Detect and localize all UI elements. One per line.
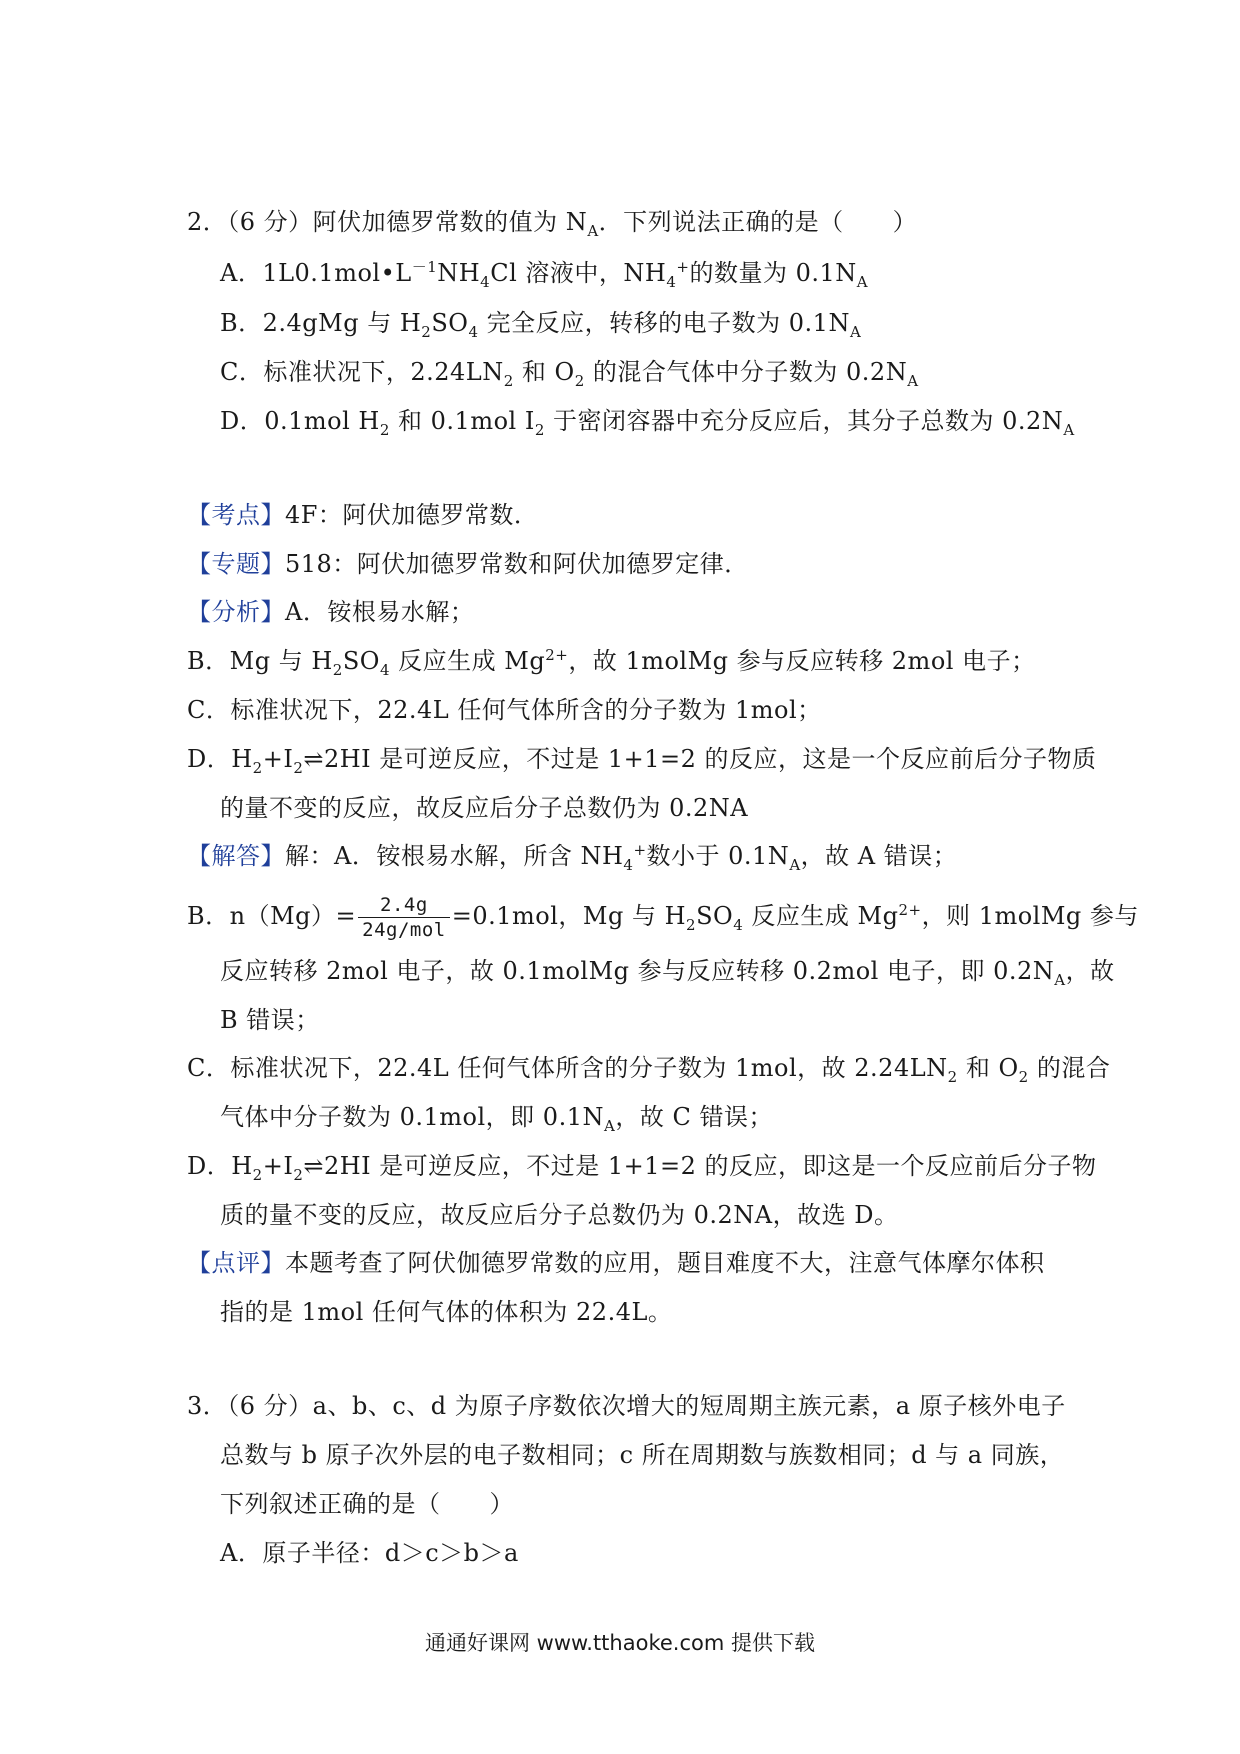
q2-stem: 2．（6 分）阿伏加德罗常数的值为 $N_A$．下列说法正确的是（ ） <box>187 208 918 240</box>
dianping-cont: 指的是 1mol 任何气体的体积为 22.4L。 <box>220 1298 673 1326</box>
fenxi-d: D．$H_2+I_2\rightleftharpoons 2HI$ 是可逆反应，不过是 1+1=2 的反应，这是一个反应前后分子物质 <box>187 745 1097 777</box>
jieda-b-cont: 反应转移 2mol 电子，故 0.1molMg 参与反应转移 0.2mol 电子，即 $0.2N_A$，故 <box>220 957 1115 989</box>
jieda-tag: 【解答】 <box>187 842 285 870</box>
dianping-line: 【点评】本题考查了阿伏伽德罗常数的应用，题目难度不大，注意气体摩尔体积 <box>187 1249 1045 1277</box>
fenxi-b: B．Mg 与 $H_2SO_4$ 反应生成 $Mg^{2+}$，故 1molMg 参与反应转移 2mol 电子； <box>187 646 1036 679</box>
q3-number: 3． <box>187 1392 228 1420</box>
page-footer: 通通好课网 www.tthaoke.com 提供下载 <box>425 1631 815 1655</box>
jieda-b: B．n（Mg）= $\frac{2.4g}{\text{24g/mol}}$ =0.1mol，Mg 与 $H_2SO_4$ 反应生成 $Mg^{2+}$，则 1molMg 参与 <box>187 894 1139 941</box>
q3-option-a: A．原子半径：d＞c＞b＞a <box>220 1539 519 1567</box>
fenxi-line: 【分析】A．铵根易水解； <box>187 598 475 626</box>
jieda-d: D．$H_2+I_2\rightleftharpoons 2HI$ 是可逆反应，不过是 1+1=2 的反应，即这是一个反应前后分子物 <box>187 1152 1097 1184</box>
q2-option-c: C．标准状况下，$2.24LN_2$ 和 $O_2$ 的混合气体中分子数为 $0.2N_A$ <box>220 358 919 390</box>
dianping-tag: 【点评】 <box>187 1249 285 1277</box>
jieda-line: 【解答】解：A．铵根易水解，所含 $NH_4^+$数小于 $0.1N_A$，故 A 错误； <box>187 841 958 874</box>
fenxi-c: C．标准状况下，22.4L 任何气体所含的分子数为 1mol； <box>187 696 822 724</box>
fraction-denominator: 24g/mol <box>362 919 446 941</box>
kaodian-tag: 【考点】 <box>187 501 285 529</box>
jieda-c: C．标准状况下，22.4L 任何气体所含的分子数为 1mol，故 $2.24LN_2$ 和 $O_2$ 的混合 <box>187 1054 1111 1086</box>
fraction-numerator: 2.4g <box>358 893 450 918</box>
q2-option-a: A．$1L0.1mol•L^{-1}NH_4Cl$ 溶液中，$NH_4^+$的数量为 $0.1N_A$ <box>220 258 869 291</box>
fenxi-tag: 【分析】 <box>187 598 285 626</box>
zhuanti-tag: 【专题】 <box>187 550 285 578</box>
fenxi-d-cont: 的量不变的反应，故反应后分子总数仍为 0.2NA <box>220 794 749 822</box>
fraction <box>358 893 450 942</box>
q2-option-b: B．2.4gMg 与 $H_2SO_4$ 完全反应，转移的电子数为 $0.1N_A$ <box>220 309 862 341</box>
jieda-d-cont: 质的量不变的反应，故反应后分子总数仍为 0.2NA，故选 D。 <box>220 1201 899 1229</box>
q2-number: 2． <box>187 208 228 236</box>
q3-stem-cont: 总数与 b 原子次外层的电子数相同；c 所在周期数与族数相同；d 与 a 同族， <box>220 1441 1065 1469</box>
q3-stem: 3．（6 分）a、b、c、d 为原子序数依次增大的短周期主族元素，a 原子核外电子 <box>187 1392 1066 1420</box>
q3-stem-cont2: 下列叙述正确的是（ ） <box>220 1490 514 1518</box>
q2-option-d: D．0.1mol $H_2$ 和 0.1mol $I_2$ 于密闭容器中充分反应后，其分子总数为 $0.2N_A$ <box>220 407 1075 439</box>
kaodian-line: 【考点】4F：阿伏加德罗常数． <box>187 501 539 529</box>
jieda-c-cont: 气体中分子数为 0.1mol，即 $0.1N_A$，故 C 错误； <box>220 1103 773 1135</box>
zhuanti-line: 【专题】518：阿伏加德罗常数和阿伏加德罗定律． <box>187 550 749 578</box>
jieda-b-cont2: B 错误； <box>220 1006 320 1034</box>
